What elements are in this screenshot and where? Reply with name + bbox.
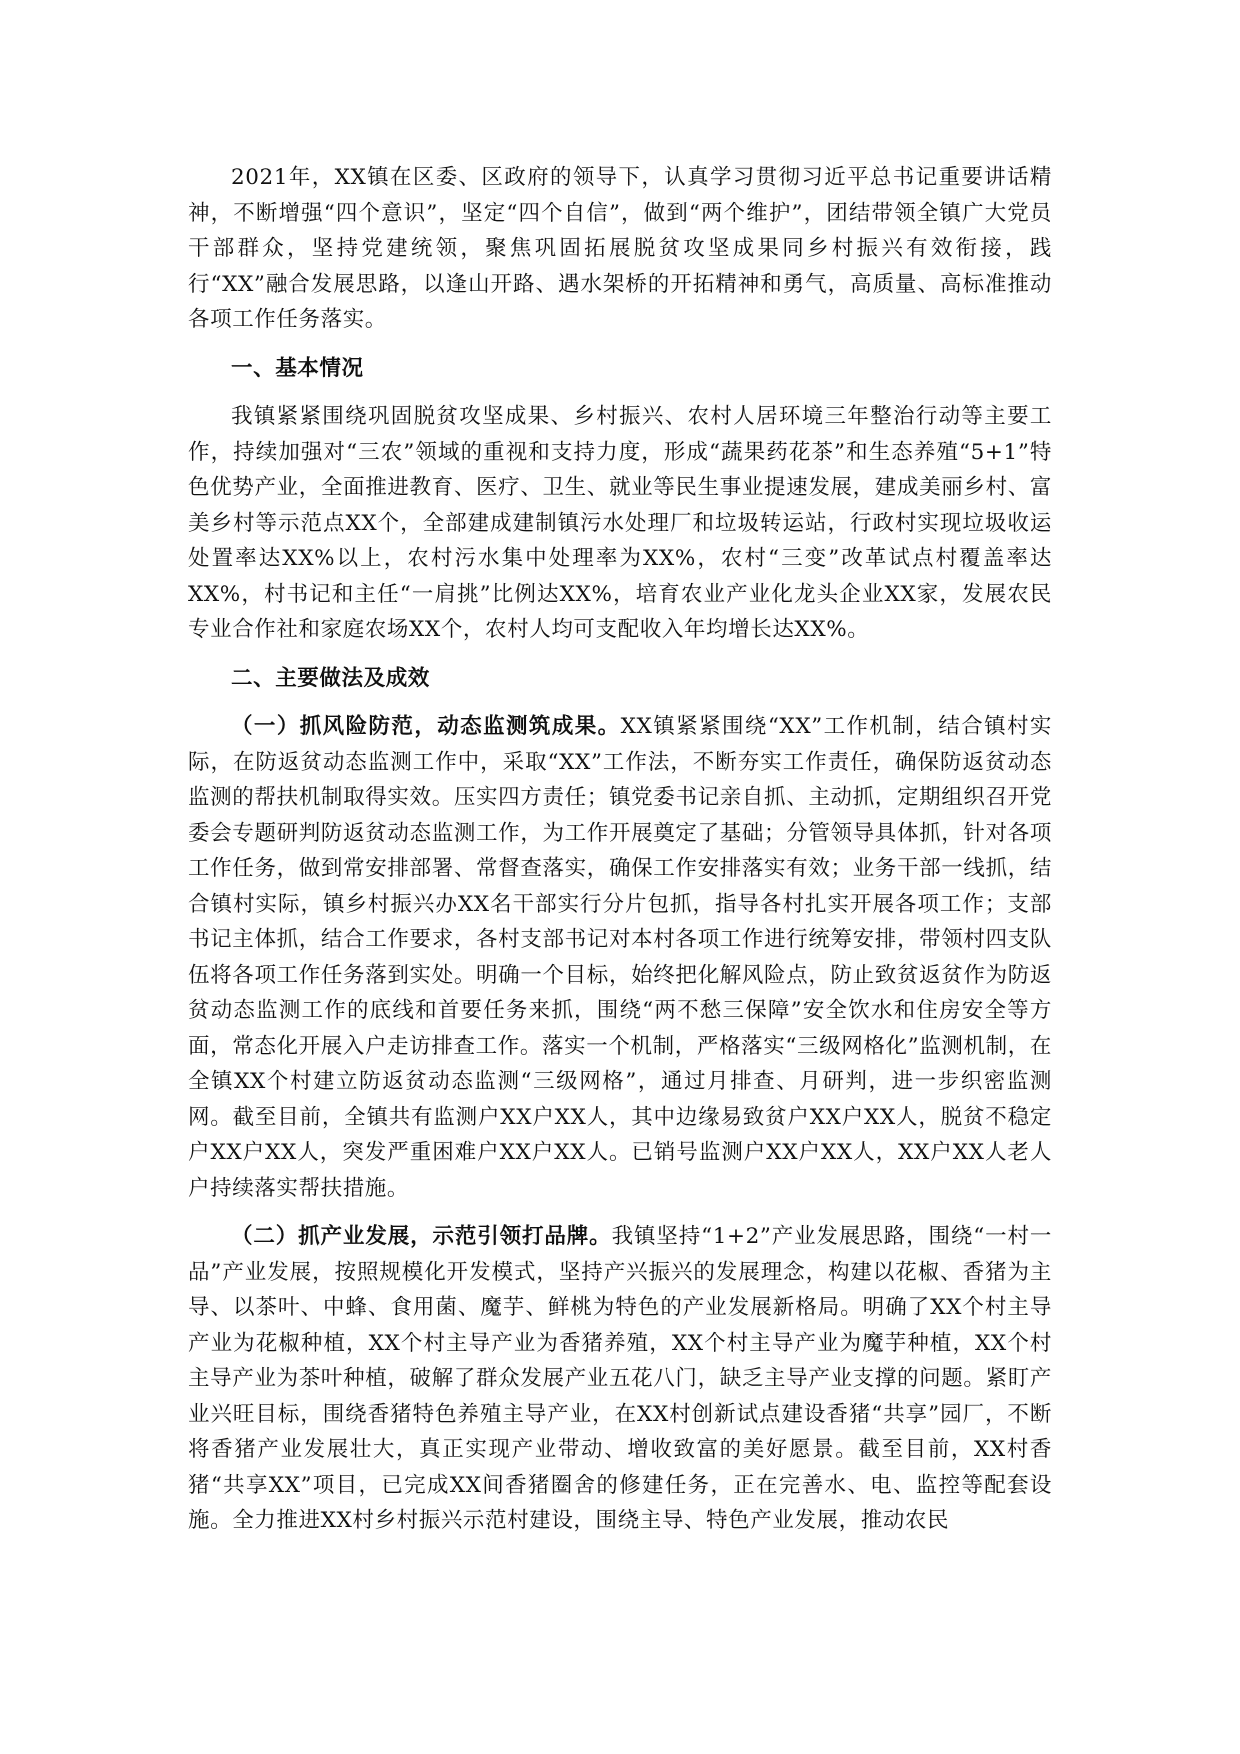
risk-prevention-body: XX镇紧紧围绕“XX”工作机制，结合镇村实际，在防返贫动态监测工作中，采取“XX”工作法，不断夯实工作责任，确保防返贫动态监测的帮扶机制取得实效。压实四方责任；镇党委书记亲自抓、主动抓，定期组织召开党委会专题研判防返贫动态监测工作，为工作开展奠定了基础；分管领导具体抓，针对各项工作任务，做到常安排部署、常督查落实，确保工作安排落实有效；业务干部一线抓，结合镇村实际，镇乡村振兴办XX名干部实行分片包抓，指导各村扎实开展各项工作；支部书记主体抓，结合工作要求，各村支部书记对本村各项工作进行统筹安排，带领村四支队伍将各项工作任务落到实处。明确一个目标，始终把化解风险点，防止致贫返贫作为防返贫动态监测工作的底线和首要任务来抓，围绕“两不愁三保障”安全饮水和住房安全等方面，常态化开展入户走访排查工作。落实一个机制，严格落实“三级网格化”监测机制，在全镇XX个村建立防返贫动态监测“三级网格”，通过月排查、月研判，进一步织密监测网。截至目前，全镇共有监测户XX户XX人，其中边缘易致贫户XX户XX人，脱贫不稳定户XX户XX人，突发严重困难户XX户XX人。已销号监测户XX户XX人，XX户XX人老人户持续落实帮扶措施。	[188, 714, 1053, 1201]
intro-paragraph: 2021年，XX镇在区委、区政府的领导下，认真学习贯彻习近平总书记重要讲话精神，不断增强“四个意识”，坚定“四个自信”，做到“两个维护”，团结带领全镇广大党员干部群众，坚持党建统领，聚焦巩固拓展脱贫攻坚成果同乡村振兴有效衔接，践行“XX”融合发展思路，以逢山开路、遇水架桥的开拓精神和勇气，高质量、高标准推动各项工作任务落实。	[188, 165, 1052, 332]
section-heading-basic-situation: 一、基本情况	[231, 355, 364, 381]
industry-development-body: 我镇坚持“1+2”产业发展思路，围绕“一村一品”产业发展，按照规模化开发模式，坚持产兴振兴的发展理念，构建以花椒、香猪为主导、以茶叶、中蜂、食用菌、魔芋、鲜桃为特色的产业发展新格局。明确了XX个村主导产业为花椒种植，XX个村主导产业为香猪养殖，XX个村主导产业为魔芋种植，XX个村主导产业为茶叶种植，破解了群众发展产业五花八门，缺乏主导产业支撑的问题。紧盯产业兴旺目标，围绕香猪特色养殖主导产业，在XX村创新试点建设香猪“共享”园厂，不断将香猪产业发展壮大，真正实现产业带动、增收致富的美好愿景。截至目前，XX村香猪“共享XX”项目，已完成XX间香猪圈舍的修建任务，正在完善水、电、监控等配套设施。全力推进XX村乡村振兴示范村建设，围绕主导、特色产业发展，推动农民	[188, 1224, 1052, 1533]
industry-development-paragraph	[188, 1219, 1052, 1539]
industry-development-lead: （二）抓产业发展，示范引领打品牌。	[231, 1224, 612, 1249]
section-heading-main-practices: 二、主要做法及成效	[231, 665, 430, 691]
basic-situation-paragraph: 我镇紧紧围绕巩固脱贫攻坚成果、乡村振兴、农村人居环境三年整治行动等主要工作，持续加强对“三农”领域的重视和支持力度，形成“蔬果药花茶”和生态养殖“5+1”特色优势产业，全面推进教育、医疗、卫生、就业等民生事业提速发展，建成美丽乡村、富美乡村等示范点XX个，全部建成建制镇污水处理厂和垃圾转运站，行政村实现垃圾收运处置率达XX%以上，农村污水集中处理率为XX%，农村“三变”改革试点村覆盖率达XX%，村书记和主任“一肩挑”比例达XX%，培育农业产业化龙头企业XX家，发展农民专业合作社和家庭农场XX个，农村人均可支配收入年均增长达XX%。	[188, 404, 1052, 642]
risk-prevention-lead: （一）抓风险防范，动态监测筑成果。	[231, 714, 621, 739]
risk-prevention-paragraph	[188, 709, 1052, 1206]
